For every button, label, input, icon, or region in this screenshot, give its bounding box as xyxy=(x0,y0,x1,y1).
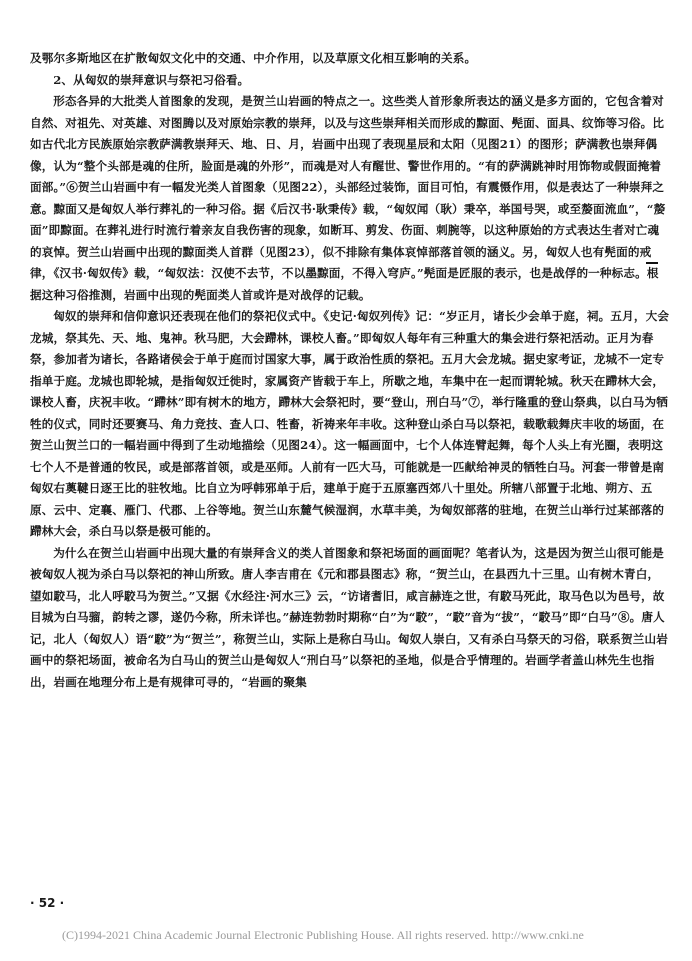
body-text xyxy=(30,48,670,693)
margin-mark xyxy=(646,262,658,264)
page-number: · 52 · xyxy=(30,896,65,910)
paragraph-helan-mountain: 为什么在贺兰山岩画中出现大量的有崇拜含义的类人首图象和祭祀场面的画面呢？笔者认为，这是因为贺兰山很可能是被匈奴人视为杀白马以祭祀的神山所致。唐人李吉甫在《元和郡县图志》称，“贺兰山，在县西九十三里。山有树木青白，望如駮马，北人呼駮马为贺兰。”又据《水经注·河水三》云，“访诸耆旧，咸言赫连之世，有駮马死此，取马色以为邑号，故目城为白马骝，韵转之谬，遂仍今称，所未详也。”赫连勃勃时期称“白”为“駮”，“駮”音为“拔”，“駮马”即“白马”⑧。唐人记，北人（匈奴人）语“駮”为“贺兰”，称贺兰山，实际上是称白马山。匈奴人崇白，又有杀白马祭天的习俗，联系贺兰山岩画中的祭祀场面，被命名为白马山的贺兰山是匈奴人“刑白马”以祭祀的圣地，似是合乎情理的。岩画学者盖山林先生也指出，岩画在地理分布上是有规律可寻的，“岩画的聚集 xyxy=(30,545,668,689)
paragraph-continuation: 及鄂尔多斯地区在扩散匈奴文化中的交通、中介作用，以及草原文化相互影响的关系。 xyxy=(30,51,477,65)
copyright-footer: (C)1994-2021 China Academic Journal Electronic Publishing House. All rights reserved. http://www.cnki.ne xyxy=(62,928,584,942)
section-heading: 2、从匈奴的崇拜意识与祭祀习俗看。 xyxy=(53,72,250,87)
paragraph-rock-art-figures: 形态各异的大批类人首图象的发现，是贺兰山岩画的特点之一。这些类人首形象所表达的涵义是多方面的，它包含着对自然、对祖先、对英雄、对图腾以及对原始宗教的崇拜，以及与这些崇拜相关而形成的黥面、髡面、面具、纹饰等习俗。比如古代北方民族原始宗教萨满教崇拜天、地、日、月，岩画中出现了表现星辰和太阳（见图21）的图形；萨满教也崇拜偶像，认为“整个头部是魂的住所，脸面是魂的外形”，而魂是对人有醒世、警世作用的。“有的萨满跳神时用饰物或假面掩着面部。”⑥贺兰山岩画中有一幅发光类人首图象（见图22），头部经过装饰，面目可怕，有震慑作用，似是表达了一种崇拜之意。黥面又是匈奴人举行葬礼的一种习俗。据《后汉书·耿秉传》载，“匈奴闻（耿）秉卒，举国号哭，或至嫠面流血”，“嫠面”即黥面。在葬礼进行时流行着亲友自我伤害的现象，如断耳、剪发、伤面、刺腕等，以这种原始的方式表达生者对亡魂的哀悼。贺兰山岩画中出现的黥面类人首群（见图23），似不排除有集体哀悼部落首领的涵义。另，匈奴人也有髡面的戒律，《汉书·匈奴传》载，“匈奴法：汉使不去节，不以墨黥面，不得入穹庐。”髡面是匠服的表示，也是战俘的一种标志。根据这种习俗推测，岩画中出现的髡面类人首或许是对战俘的记载。 xyxy=(30,94,666,302)
paragraph-sacrifice-rituals: 匈奴的崇拜和信仰意识还表现在他们的祭祀仪式中。《史记·匈奴列传》记：“岁正月，诸长少会单于庭，祠。五月，大会龙城，祭其先、天、地、鬼神。秋马肥，大会蹛林，课校人畜。”即匈奴人每年有三种重大的集会进行祭祀活动。正月为春祭，参加者为诸长，各路诸侯会于单于庭而讨国家大事，属于政治性质的祭祀。五月大会龙城。据史家考证，龙城不一定专指单于庭。龙城也即轮城，是指匈奴迁徙时，家属资产皆载于车上，所歇之地，车集中在一起而谓轮城。秋天在蹛林大会，课校人畜，庆祝丰收。“蹛林”即有树木的地方，蹛林大会祭祀时，要“登山，刑白马”⑦，举行隆重的登山祭典，以白马为牺牲的仪式，同时还要赛马、角力竞技、查人口、牲畜，祈祷来年丰收。这种登山杀白马以祭祀，载歌载舞庆丰收的场面，在贺兰山贺兰口的一幅岩画中得到了生动地描绘（见图24）。这一幅画面中，七个人体连臂起舞，每个人头上有光圈，表明这七个人不是普通的牧民，或是部落首领，或是巫师。人前有一匹大马，可能就是一匹献给神灵的牺牲白马。河套一带曾是南匈奴右薁鞬日逐王比的驻牧地。比自立为呼韩邪单于后，建单于庭于五原塞西郊八十里处。所辖八部置于北地、朔方、五原、云中、定襄、雁门、代郡、上谷等地。贺兰山东麓气候湿润，水草丰美，为匈奴部落的驻地，在贺兰山举行过某部落的蹛林大会，杀白马以祭是极可能的。 xyxy=(30,309,670,538)
